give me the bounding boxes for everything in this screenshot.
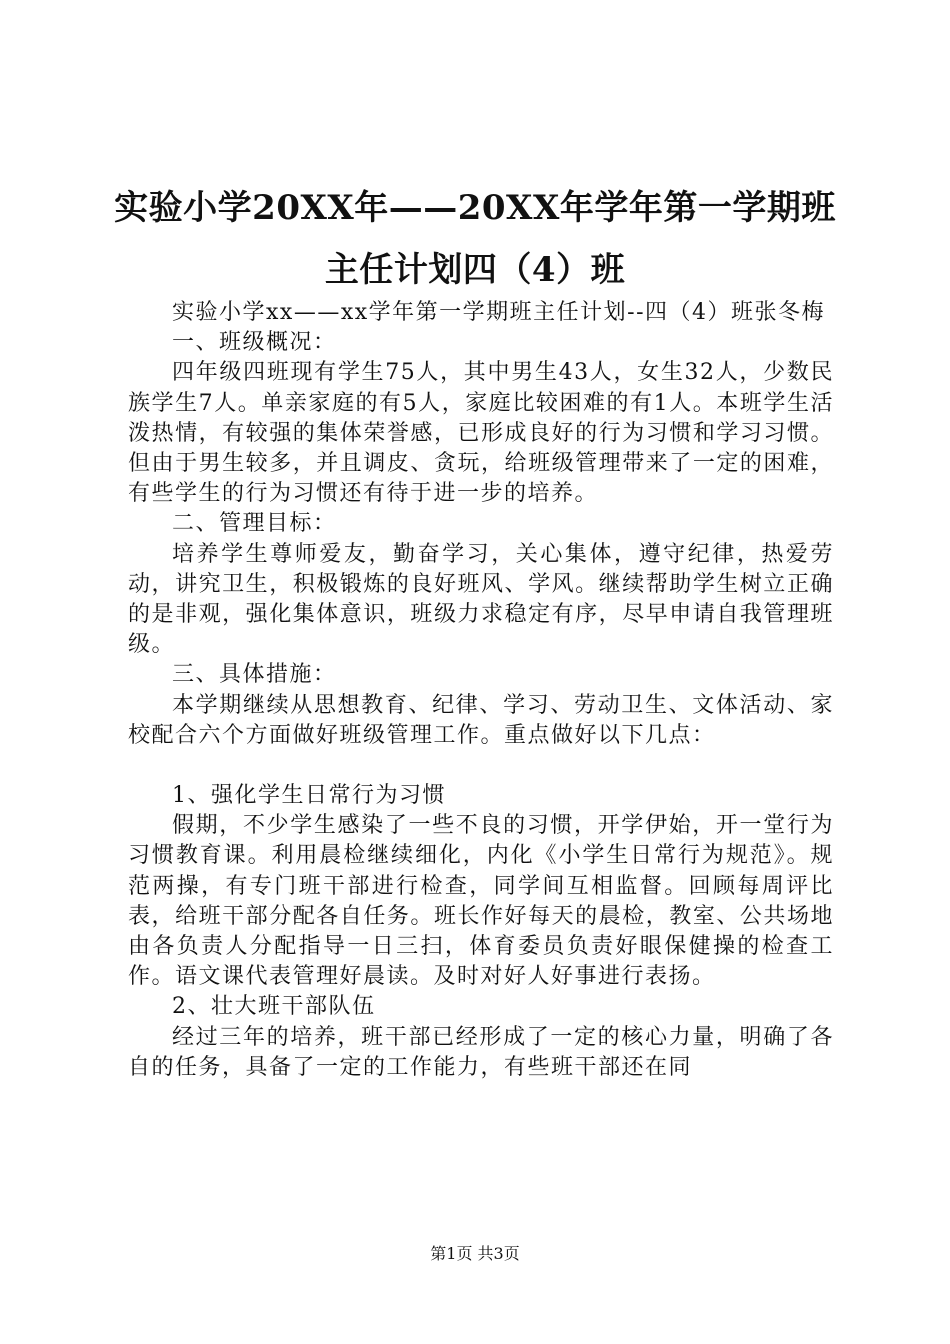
section-heading-class-overview: 一、班级概况： — [172, 330, 337, 356]
class-overview-paragraph: 四年级四班现有学生75人，其中男生43人，女生32人，少数民族学生7人。单亲家庭的有5人，家庭比较困难的有1人。本班学生活泼热情，有较强的集体荣誉感，已形成良好的行为习惯和学习习惯。但由于男生较多，并且调皮、贪玩，给班级管理带来了一定的困难，有些学生的行为习惯还有待于进一步的培养。 — [128, 360, 834, 507]
measures-paragraph: 本学期继续从思想教育、纪律、学习、劳动卫生、文体活动、家校配合六个方面做好班级管理工作。重点做好以下几点： — [128, 692, 834, 748]
management-goals-paragraph: 培养学生尊师爱友，勤奋学习，关心集体，遵守纪律，热爱劳动，讲究卫生，积极锻炼的良好班风、学风。继续帮助学生树立正确的是非观，强化集体意识，班级力求稳定有序，尽早申请自我管理班级。 — [128, 541, 834, 658]
intro-paragraph: 实验小学xx——xx学年第一学期班主任计划--四（4）班张冬梅 — [172, 300, 825, 325]
subheading-class-cadres: 2、壮大班干部队伍 — [172, 994, 376, 1020]
document-title-line-2: 主任计划四（4）班 — [324, 250, 626, 290]
subheading-daily-habits: 1、强化学生日常行为习惯 — [172, 783, 446, 809]
section-heading-management-goals: 二、管理目标： — [172, 511, 337, 537]
section-heading-measures: 三、具体措施： — [172, 662, 337, 688]
page-footer: 第1页 共3页 — [430, 1244, 520, 1263]
document-body — [128, 298, 834, 1083]
class-cadres-paragraph: 经过三年的培养，班干部已经形成了一定的核心力量，明确了各自的任务，具备了一定的工作能力，有些班干部还在同 — [128, 1024, 834, 1080]
daily-habits-paragraph: 假期，不少学生感染了一些不良的习惯，开学伊始，开一堂行为习惯教育课。利用晨检继续细化，内化《小学生日常行为规范》。规范两操，有专门班干部进行检查，同学间互相监督。回顾每周评比表，给班干部分配各自任务。班长作好每天的晨检，教室、公共场地由各负责人分配指导一日三扫，体育委员负责好眼保健操的检查工作。语文课代表管理好晨读。及时对好人好事进行表扬。 — [128, 813, 834, 990]
document-title-line-1: 实验小学20XX年——20XX年学年第一学期班 — [114, 188, 836, 228]
